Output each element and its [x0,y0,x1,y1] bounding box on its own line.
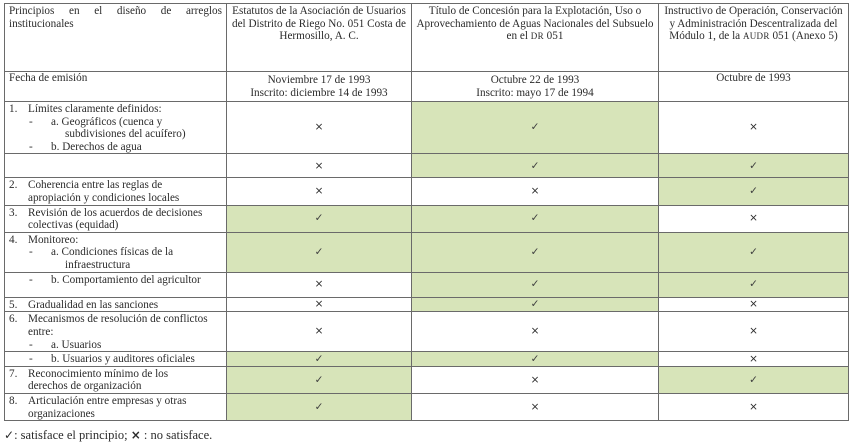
legend-no-text: : no satisface. [140,428,213,442]
fecha-col2-line2: Inscrito: mayo 17 de 1994 [476,86,594,99]
principle-6-cell [5,312,227,352]
table-row [5,232,849,272]
sub-item-dash: - [29,338,33,351]
principle-4b-cell [5,272,227,297]
cross-icon: × [749,325,758,338]
principle-6-sub-b [29,353,222,366]
check-icon: ✓ [314,352,324,365]
check-icon: ✓ [314,400,324,413]
principle-number: 7. [9,367,18,380]
mark-cell [412,178,659,205]
mark-cell [412,272,659,297]
check-icon: ✓ [314,212,324,225]
header-col2 [412,4,659,72]
principle-2-line1: Coherencia entre las reglas de [28,179,163,192]
principle-4-cell [5,232,227,272]
principle-1-b-text: b. Derechos de agua [51,140,142,153]
mark-cell [227,272,412,297]
mark-cell [227,297,412,312]
fecha-col1-line2: Inscrito: diciembre 14 de 1993 [250,86,388,99]
check-icon: ✓ [530,159,540,172]
principle-1b-spacer [5,154,227,178]
principle-3-cell [5,205,227,232]
mark-cell [659,102,849,154]
principle-7-cell [5,366,227,393]
check-icon: ✓ [4,428,15,442]
mark-cell [412,352,659,367]
check-icon: ✓ [530,212,540,225]
mark-cell [412,205,659,232]
cross-icon: × [314,159,324,172]
principle-6-b-text: b. Usuarios y auditores oficiales [51,353,195,366]
check-icon: ✓ [749,245,758,258]
mark-cell [227,352,412,367]
principle-1-a-line2: subdivisiones del acuífero) [65,128,186,141]
principle-6-line1: Mecanismos de resolución de conflictos [28,313,208,326]
principle-3-line1: Revisión de los acuerdos de decisiones [28,206,203,219]
principle-6-a-text: a. Usuarios [51,338,102,351]
principle-8-line2: organizaciones [28,407,95,420]
table-row [5,312,849,352]
check-icon: ✓ [749,159,758,172]
header-row [5,4,849,72]
cross-icon: × [314,298,324,311]
principle-number: 1. [9,103,18,115]
principle-8-cell [5,393,227,420]
cross-icon: × [749,298,758,311]
principle-4-a-line2: infraestructura [65,258,131,271]
check-icon: ✓ [749,185,758,198]
cross-icon: × [749,121,758,134]
sub-item-dash: - [29,140,33,153]
header-principles [5,4,227,72]
header-col2-text-b: 051 [543,30,564,43]
mark-cell [659,205,849,232]
table-row [5,205,849,232]
mark-cell [412,393,659,420]
check-icon: ✓ [314,373,324,386]
header-col1-text: Estatutos de la Asociación de Usuarios del Distrito de Riego No. 051 Costa de Hermosillo, A. C. [231,5,406,43]
mark-cell [227,178,412,205]
comparison-table [4,3,849,421]
mark-cell [412,312,659,352]
principle-6b-cell [5,352,227,367]
mark-cell [659,366,849,393]
mark-cell [659,272,849,297]
mark-cell [412,154,659,178]
cross-icon: × [530,400,540,413]
principle-4-a-line1: a. Condiciones físicas de la [51,246,174,259]
principle-1-cell [5,102,227,154]
cross-icon: × [314,325,324,338]
check-icon: ✓ [749,278,758,291]
principle-8-line1: Articulación entre empresas y otras [28,394,187,407]
mark-cell [227,393,412,420]
principle-1-sub-a-text [51,116,186,141]
principle-number: 3. [9,206,18,219]
principle-number: 8. [9,394,18,407]
header-col2-text-a: Título de Concesión para la Explotación, Uso o Aprovechamiento de Aguas Nacionales del Subsuelo en el [416,5,654,43]
check-icon: ✓ [749,373,758,386]
mark-cell [227,232,412,272]
header-col3-smallcaps: AUDR [742,31,770,42]
cross-icon: × [530,325,540,338]
cross-icon: × [749,352,758,365]
legend [4,428,212,442]
check-icon: ✓ [530,121,540,134]
fecha-col3 [659,72,849,102]
mark-cell [659,297,849,312]
header-col2-smallcaps: DR [530,31,544,42]
principle-5-cell [5,297,227,312]
principle-number: 4. [9,233,18,246]
mark-cell [659,393,849,420]
principle-4-title: Monitoreo: [28,233,79,246]
principle-2-line2: apropiación y condiciones locales [28,191,180,204]
header-col3-text-b: 051 (Anexo 5) [769,30,838,43]
check-icon: ✓ [314,245,324,258]
mark-cell [412,102,659,154]
mark-cell [659,352,849,367]
mark-cell [412,366,659,393]
principle-4-b-text: b. Comportamiento del agricultor [51,273,201,286]
cross-icon: × [530,185,540,198]
check-icon: ✓ [530,278,540,291]
fecha-row [5,72,849,102]
header-principles-text: Principios en el diseño de arreglos institucionales [9,5,222,30]
check-icon: ✓ [530,298,540,311]
fecha-label [5,72,227,102]
principle-1-title: Límites claramente definidos: [28,103,162,115]
principle-1-sub-b [29,141,222,154]
cross-icon: × [314,121,324,134]
principle-4-sub-a-text [51,246,173,271]
cross-icon: × [530,373,540,386]
principle-6-sub-a [29,339,222,352]
table-row [5,352,849,367]
principle-4-sub-a [29,246,222,271]
principle-7-line2: derechos de organización [28,380,142,393]
legend-yes-text: : satisface el principio; [14,428,131,442]
fecha-col1-line1: Noviembre 17 de 1993 [267,73,371,86]
table-row [5,272,849,297]
mark-cell [227,205,412,232]
table-row [5,393,849,420]
mark-cell [659,312,849,352]
mark-cell [659,154,849,178]
mark-cell [227,366,412,393]
fecha-col2-line1: Octubre 22 de 1993 [490,73,580,86]
mark-cell [659,178,849,205]
header-col1 [227,4,412,72]
principle-4-sub-b [29,274,222,287]
principle-1-sub-a [29,116,222,141]
mark-cell [659,232,849,272]
table-row [5,178,849,205]
check-icon: ✓ [530,245,540,258]
cross-icon: × [749,212,758,225]
fecha-col1 [227,72,412,102]
cross-icon: × [130,428,141,442]
cross-icon: × [314,185,324,198]
sub-item-dash: - [29,273,33,286]
table-row [5,102,849,154]
table-row [5,297,849,312]
principle-1-a-line1: a. Geográficos (cuenca y [51,115,163,128]
header-col3-text-a: Instructivo de Operación, Conservación y Administración Descentralizada del Módulo 1, de la [664,5,843,43]
principle-number: 2. [9,179,18,192]
fecha-col3-text: Octubre de 1993 [716,72,791,84]
sub-item-dash: - [29,115,33,128]
cross-icon: × [314,278,324,291]
principle-5-line1: Gradualidad en las sanciones [28,298,159,311]
cross-icon: × [749,400,758,413]
mark-cell [412,297,659,312]
fecha-label-text: Fecha de emisión [9,72,88,84]
fecha-col2 [412,72,659,102]
mark-cell [227,312,412,352]
mark-cell [227,102,412,154]
header-col3 [659,4,849,72]
table-row [5,154,849,178]
sub-item-dash: - [29,353,33,366]
principle-2-cell [5,178,227,205]
principle-number: 6. [9,313,18,326]
check-icon: ✓ [530,352,540,365]
mark-cell [412,232,659,272]
principle-6-line2: entre: [28,325,54,338]
mark-cell [227,154,412,178]
principle-3-line2: colectivas (equidad) [28,219,119,232]
principle-7-line1: Reconocimiento mínimo de los [28,367,169,380]
principle-number: 5. [9,298,18,311]
sub-item-dash: - [29,246,33,259]
table-row [5,366,849,393]
